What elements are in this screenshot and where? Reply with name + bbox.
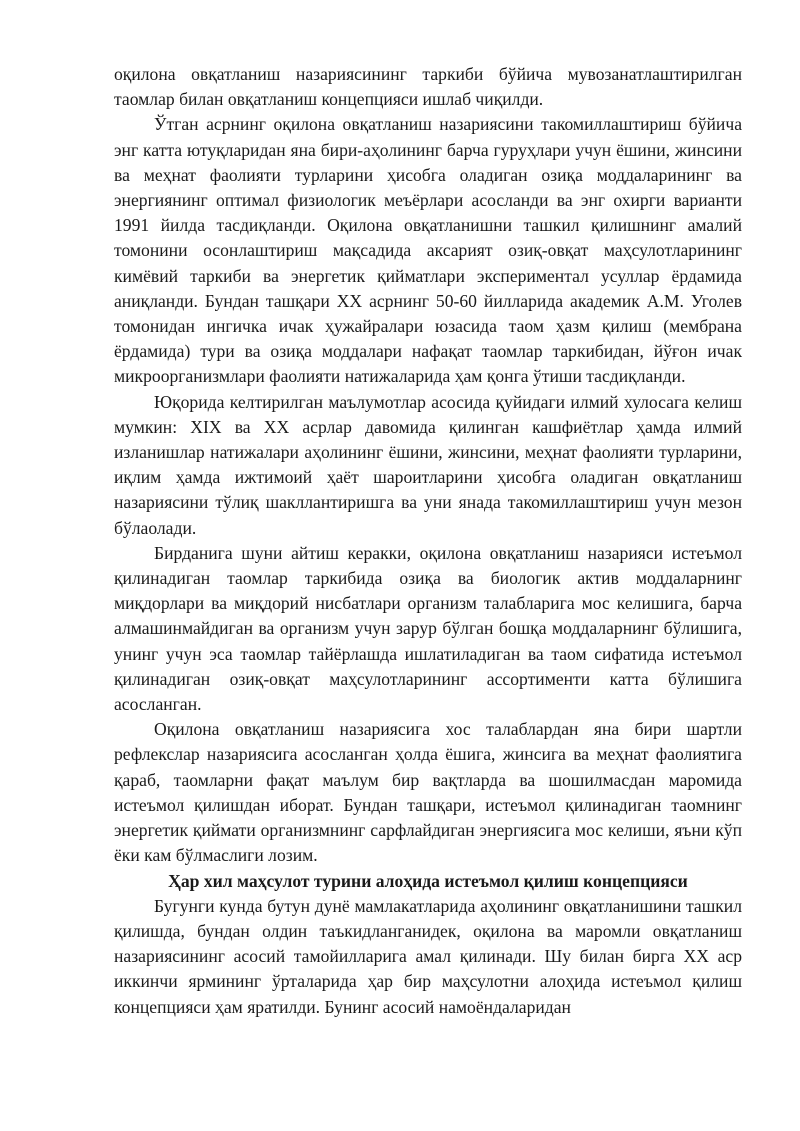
paragraph-6: Бугунги кунда бутун дунё мамлакатларида аҳолининг овқатланишини ташкил қилишда, бундан олдин таъкидланганидек, оқилона ва маромли овқатланиш назариясининг асосий тамойилларига амал қилинади. Шу билан бирга XX аср иккинчи ярмининг ўрталарида ҳар бир маҳсулотни алоҳида истеъмол қилиш концепцияси ҳам яратилди. Бунинг асосий намоёндаларидан bbox=[114, 895, 742, 1017]
paragraph-4: Бирданига шуни айтиш керакки, оқилона овқатланиш назарияси истеъмол қилинадиган таомлар таркибида озиқа ва биологик актив моддаларнинг миқдорлари ва миқдорий нисбатлари организм талабларига мос келишига, барча алмашинмайдиган ва организм учун зарур бўлган бошқа моддаларнинг бўлишига, унинг учун эса таомлар тайёрлашда ишлатиладиган ва таом сифатида истеъмол қилинадиган озиқ-овқат маҳсулотларининг ассортименти катта бўлишига асосланган. bbox=[114, 542, 742, 715]
paragraph-5: Оқилона овқатланиш назариясига хос талаблардан яна бири шартли рефлекслар назариясига асосланган ҳолда ёшига, жинсига ва меҳнат фаолиятига қараб, таомларни фақат маълум бир вақтларда ва шошилмасдан маромида истеъмол қилишдан иборат. Бундан ташқари, истеъмол қилинадиган таомнинг энергетик қиймати организмнинг сарфлайдиган энергиясига мос келиши, яъни кўп ёки кам бўлмаслиги лозим. bbox=[114, 719, 742, 866]
paragraph-2: Ўтган асрнинг оқилона овқатланиш назариясини такомиллаштириш бўйича энг катта ютуқларидан яна бири-аҳолининг барча гуруҳлари учун ёшини, жинсини ва меҳнат фаолияти турларини ҳисобга оладиган озиқа моддаларининг ва энергиянинг оптимал физиологик меъёрлари асосланди ва энг охирги варианти 1991 йилда тасдиқланди. Оқилона овқатланишни ташкил қилишнинг амалий томонини осонлаштириш мақсадида аксарият озиқ-овқат маҳсулотларининг кимёвий таркиби ва энергетик қийматлари экспериментал усуллар ёрдамида аниқланди. Бундан ташқари XX асрнинг 50-60 йилларида академик А.М. Уголев томонидан ингичка ичак ҳужайралари юзасида таом ҳазм қилиш (мембрана ёрдамида) тури ва озиқа моддалари нафақат таомлар таркибидан, йўғон ичак микроорганизмлари фаолияти натижаларида ҳам қонга ўтиши тасдиқланди. bbox=[114, 114, 742, 387]
section-heading: Ҳар хил маҳсулот турини алоҳида истеъмол қилиш концепцияси bbox=[168, 870, 688, 891]
paragraph-1: оқилона овқатланиш назариясининг таркиби бўйича мувозанатлаштирилган таомлар билан овқатланиш концепцияси ишлаб чиқилди. bbox=[114, 64, 742, 110]
document-page bbox=[114, 62, 742, 1020]
paragraph-3: Юқорида келтирилган маълумотлар асосида қуйидаги илмий хулосага келиш мумкин: XIX ва XX асрлар давомида қилинган кашфиётлар ҳамда илмий изланишлар натижалари аҳолининг ёшини, жинсини, меҳнат фаолияти турларини, иқлим ҳамда ижтимоий ҳаёт шароитларини ҳисобга оладиган овқатланиш назариясини тўлиқ шакллантиришга ва уни янада такомиллаштириш учун мезон бўлаолади. bbox=[114, 391, 742, 538]
